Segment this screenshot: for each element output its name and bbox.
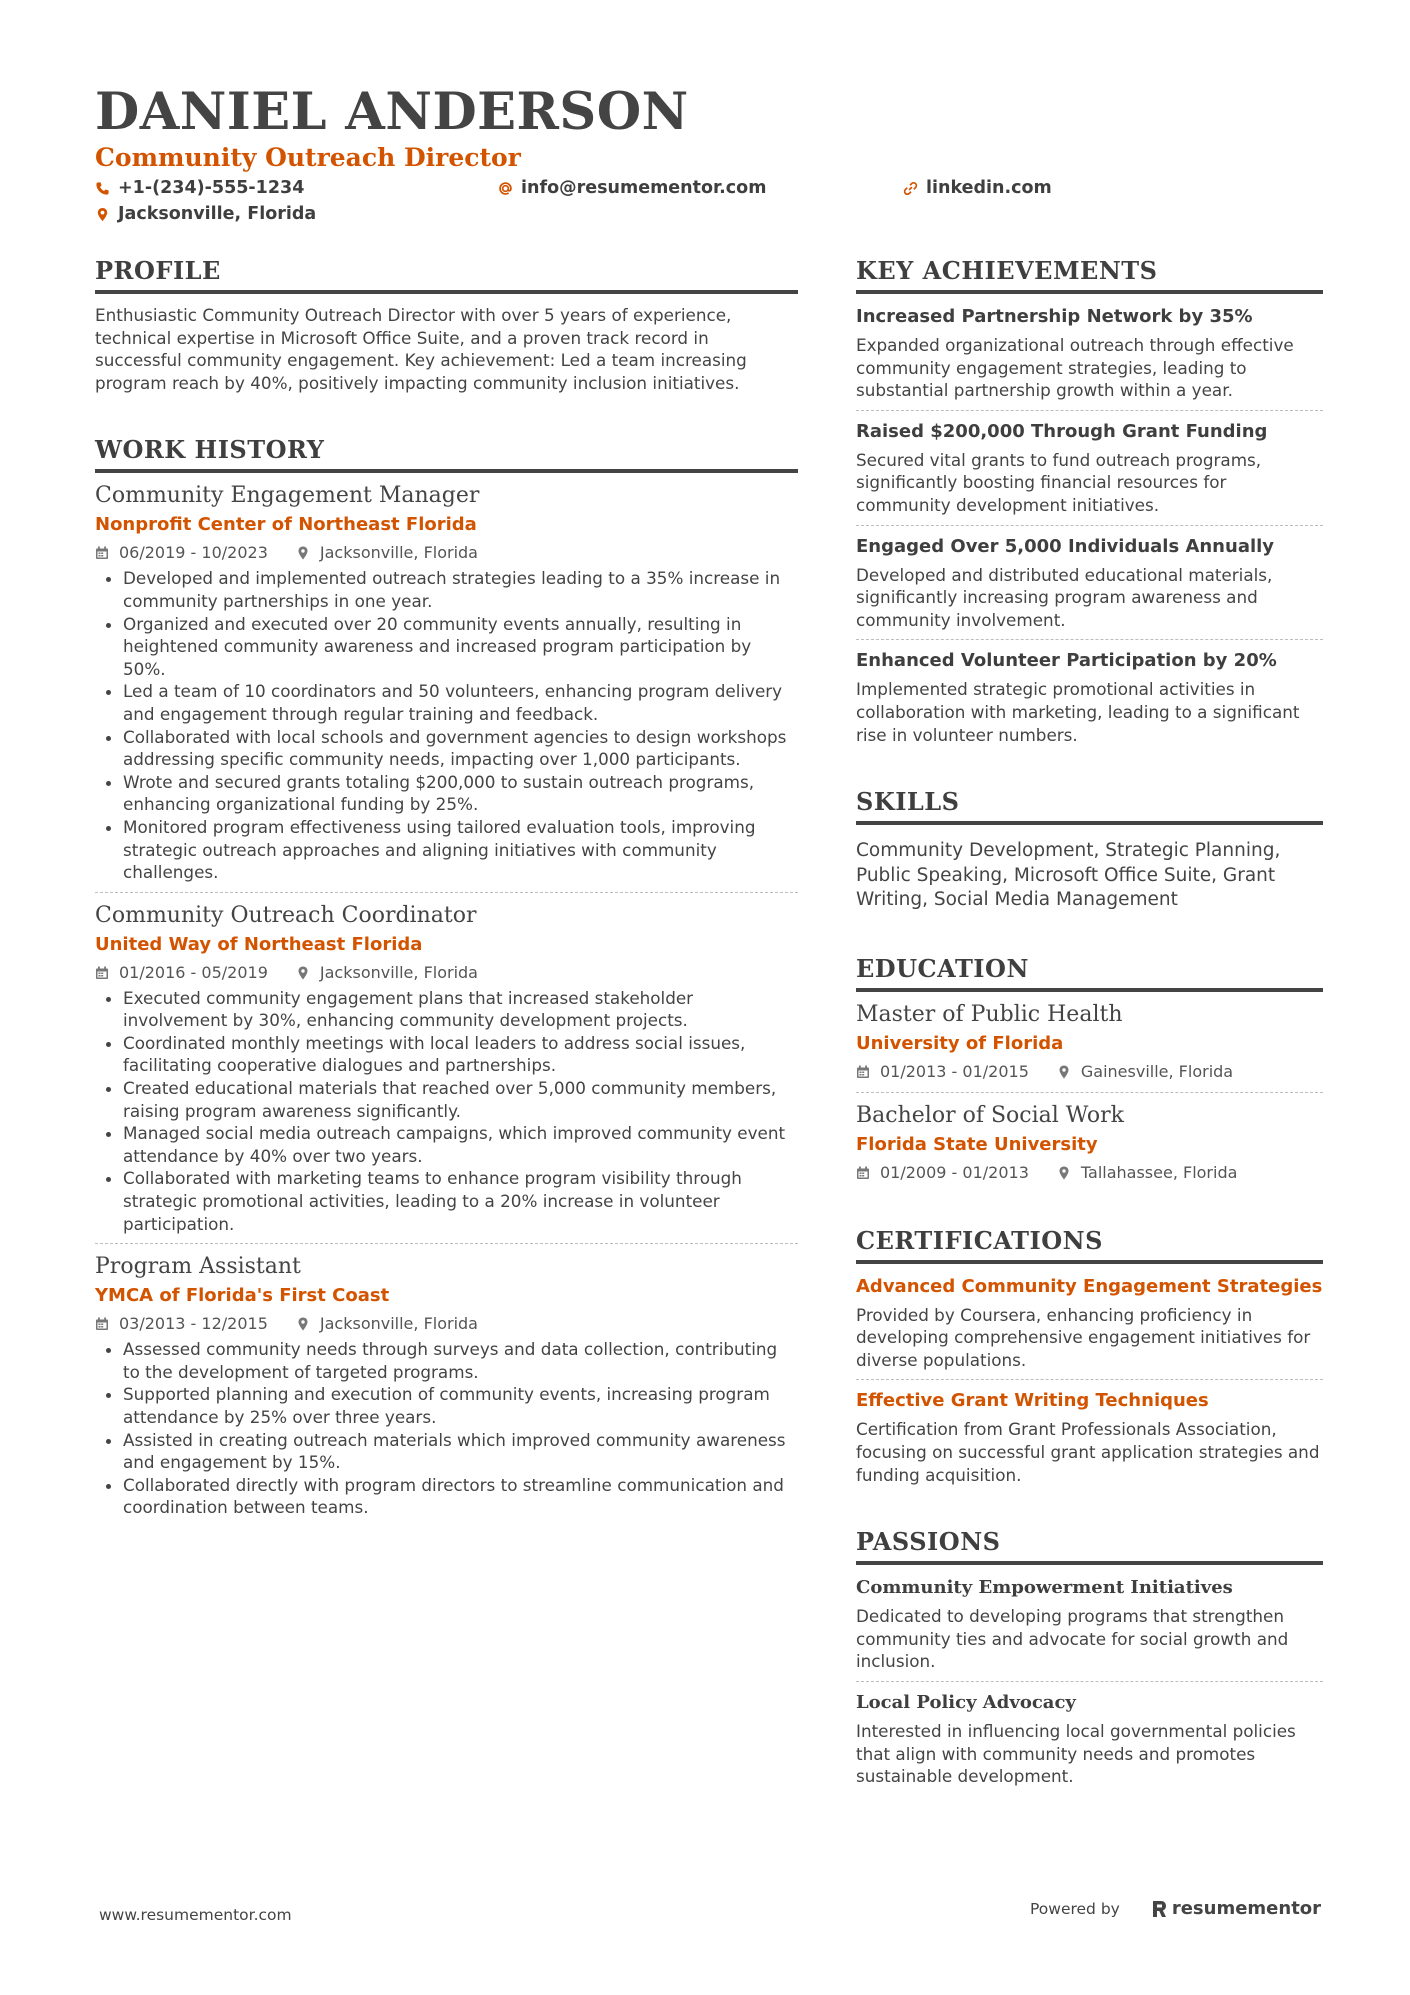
link-icon [903, 181, 918, 196]
contact-info [95, 178, 1325, 234]
contact-phone [95, 178, 304, 198]
job-bullet: • Assisted in creating outreach materials which improved community awareness and engagement by 15%. [123, 1429, 798, 1474]
job-location [296, 1312, 478, 1336]
pin-icon [296, 1317, 310, 1331]
profile-heading: PROFILE [95, 255, 798, 294]
certification-item [856, 1274, 1323, 1372]
job-location [296, 961, 478, 985]
job-company: United Way of Northeast Florida [95, 933, 423, 955]
job-bullet: • Organized and executed over 20 community events annually, resulting in heightened community awareness and increased program participation by 50%. [123, 613, 798, 681]
skills-section [856, 786, 1323, 913]
achievement-item [856, 534, 1323, 632]
education-degree: Master of Public Health [856, 1001, 1123, 1027]
passions-heading: PASSIONS [856, 1526, 1323, 1565]
education-dates: 01/2009 - 01/2013 [880, 1162, 1029, 1182]
passion-title: Community Empowerment Initiatives [856, 1577, 1233, 1599]
job-dates: 03/2013 - 12/2015 [119, 1314, 268, 1334]
left-column [95, 255, 798, 1559]
job-bullets [95, 987, 798, 1236]
education-section [856, 953, 1323, 1185]
pin-icon [296, 966, 310, 980]
job-entry [95, 481, 798, 883]
job-entry [95, 901, 798, 1236]
achievement-title: Raised $200,000 Through Grant Funding [856, 420, 1268, 442]
phone-icon [95, 181, 110, 196]
job-entry [95, 1252, 798, 1519]
divider [856, 639, 1323, 640]
at-icon [498, 181, 513, 196]
education-item [856, 1000, 1323, 1084]
certification-text: Certification from Grant Professionals Association, focusing on successful grant application strategies and funding acquisition. [856, 1419, 1320, 1485]
contact-location [95, 204, 316, 224]
calendar-icon [856, 1166, 870, 1180]
achievement-item [856, 419, 1323, 517]
education-item [856, 1101, 1323, 1185]
contact-website-text[interactable]: linkedin.com [926, 178, 1052, 198]
education-school: Florida State University [856, 1133, 1098, 1155]
contact-email[interactable] [498, 178, 766, 198]
job-bullet: • Coordinated monthly meetings with local leaders to address social issues, facilitating cooperative dialogues and partnerships. [123, 1032, 798, 1077]
passion-item [856, 1690, 1323, 1788]
certification-text: Provided by Coursera, enhancing proficiency in developing comprehensive engagement initiatives for diverse populations. [856, 1304, 1311, 1370]
pin-icon [1057, 1065, 1071, 1079]
achievement-title: Engaged Over 5,000 Individuals Annually [856, 535, 1275, 557]
work-history-heading: WORK HISTORY [95, 434, 798, 473]
achievement-item [856, 648, 1323, 746]
achievement-text: Secured vital grants to fund outreach programs, significantly boosting financial resources for community development initiatives. [856, 449, 1262, 515]
contact-website[interactable] [903, 178, 1052, 198]
contact-email-text[interactable]: info@resumementor.com [521, 178, 767, 198]
calendar-icon [95, 546, 109, 560]
education-meta [856, 1060, 1323, 1084]
job-bullets [95, 1338, 798, 1519]
divider [856, 410, 1323, 411]
certification-title: Effective Grant Writing Techniques [856, 1390, 1209, 1412]
skills-text: Community Development, Strategic Planning, Public Speaking, Microsoft Office Suite, Grant Writing, Social Media Management [856, 840, 1281, 911]
certification-item [856, 1388, 1323, 1486]
job-dates: 06/2019 - 10/2023 [119, 543, 268, 563]
job-meta [95, 1312, 798, 1336]
passion-title: Local Policy Advocacy [856, 1691, 1076, 1713]
footer-powered [1030, 1898, 1321, 1919]
job-bullet: • Monitored program effectiveness using tailored evaluation tools, improving strategic outreach approaches and aligning initiatives with community challenges. [123, 816, 798, 884]
education-location-text: Tallahassee, Florida [1080, 1162, 1238, 1182]
brand-name: resumementor [1171, 1898, 1322, 1919]
skills-heading: SKILLS [856, 786, 1323, 825]
passion-text: Interested in influencing local governmental policies that align with community needs and promotes sustainable development. [856, 1720, 1296, 1787]
brand-logo[interactable] [1150, 1898, 1321, 1919]
job-bullet: • Executed community engagement plans that increased stakeholder involvement by 30%, enhancing community development projects. [123, 987, 798, 1032]
job-bullet: • Collaborated directly with program directors to streamline communication and coordination between teams. [123, 1474, 798, 1519]
job-location-text: Jacksonville, Florida [319, 543, 478, 563]
divider [856, 1092, 1323, 1093]
job-bullet: • Developed and implemented outreach strategies leading to a 35% increase in community partnerships in one year. [123, 567, 798, 612]
job-bullet: • Wrote and secured grants totaling $200,000 to sustain outreach programs, enhancing organizational funding by 25%. [123, 771, 798, 816]
work-history-section [95, 434, 798, 1519]
job-title: Community Outreach Coordinator [95, 902, 477, 928]
job-bullet: • Collaborated with local schools and government agencies to design workshops addressing specific community needs, impacting over 1,000 participants. [123, 726, 798, 771]
passions-section [856, 1526, 1323, 1788]
right-column [856, 255, 1323, 1828]
job-title: Community Engagement Manager [95, 483, 480, 509]
job-location-text: Jacksonville, Florida [319, 962, 478, 982]
job-bullet: • Led a team of 10 coordinators and 50 volunteers, enhancing program delivery and engagement through regular training and feedback. [123, 680, 798, 725]
education-location-text: Gainesville, Florida [1080, 1061, 1234, 1081]
calendar-icon [856, 1065, 870, 1079]
certifications-section [856, 1225, 1323, 1487]
job-title: Program Assistant [95, 1254, 301, 1280]
key-achievements-section [856, 255, 1323, 746]
education-meta [856, 1161, 1323, 1185]
powered-by-label: Powered by [1030, 1899, 1120, 1918]
education-school: University of Florida [856, 1032, 1064, 1054]
divider [856, 1379, 1323, 1380]
job-bullet: • Collaborated with marketing teams to enhance program visibility through strategic promotional activities, leading to a 20% increase in volunteer participation. [123, 1167, 798, 1235]
job-location [296, 541, 478, 565]
candidate-name: DANIEL ANDERSON [95, 82, 689, 142]
passion-text: Dedicated to developing programs that strengthen community ties and advocate for social growth and inclusion. [856, 1606, 1289, 1672]
job-bullet: • Supported planning and execution of community events, increasing program attendance by 25% over three years. [123, 1383, 798, 1428]
achievement-item [856, 304, 1323, 402]
contact-phone-text: +1-(234)-555-1234 [118, 178, 305, 198]
profile-text: Enthusiastic Community Outreach Director with over 5 years of experience, technical expertise in Microsoft Office Suite, and a proven track record in successful community engagement. Key achievement: Led a team increasing program reach by 40%, positively impacting community inclusion initiatives. [95, 305, 747, 393]
achievement-text: Developed and distributed educational materials, significantly increasing program awareness and community involvement. [856, 564, 1273, 630]
achievement-text: Implemented strategic promotional activities in collaboration with marketing, leading to a significant rise in volunteer numbers. [856, 679, 1300, 745]
passion-item [856, 1575, 1323, 1673]
calendar-icon [95, 1317, 109, 1331]
resumementor-logo-icon [1150, 1899, 1168, 1919]
job-bullet: • Assessed community needs through surveys and data collection, contributing to the development of targeted programs. [123, 1338, 798, 1383]
job-company: YMCA of Florida's First Coast [95, 1285, 390, 1307]
job-meta [95, 961, 798, 985]
calendar-icon [95, 966, 109, 980]
job-bullet: • Created educational materials that reached over 5,000 community members, raising program awareness significantly. [123, 1077, 798, 1122]
key-achievements-heading: KEY ACHIEVEMENTS [856, 255, 1323, 294]
achievement-text: Expanded organizational outreach through effective community engagement strategies, leading to substantial partnership growth within a year. [856, 335, 1294, 401]
education-dates: 01/2013 - 01/2015 [880, 1061, 1029, 1081]
education-location [1057, 1161, 1238, 1185]
job-bullet: • Managed social media outreach campaigns, which improved community event attendance by 40% over two years. [123, 1122, 798, 1167]
pin-icon [1057, 1166, 1071, 1180]
resume-header [95, 82, 1325, 234]
contact-location-text: Jacksonville, Florida [118, 204, 317, 224]
location-icon [95, 207, 110, 222]
job-meta [95, 541, 798, 565]
certifications-heading: CERTIFICATIONS [856, 1225, 1323, 1264]
education-heading: EDUCATION [856, 953, 1323, 992]
certification-title: Advanced Community Engagement Strategies [856, 1275, 1323, 1297]
candidate-title: Community Outreach Director [95, 143, 521, 172]
footer-site[interactable]: www.resumementor.com [99, 1906, 292, 1924]
job-bullets [95, 567, 798, 883]
profile-section [95, 255, 798, 394]
divider [95, 892, 798, 893]
divider [856, 525, 1323, 526]
achievement-title: Increased Partnership Network by 35% [856, 306, 1253, 327]
pin-icon [296, 546, 310, 560]
divider [856, 1681, 1323, 1682]
job-location-text: Jacksonville, Florida [319, 1314, 478, 1334]
job-company: Nonprofit Center of Northeast Florida [95, 514, 477, 536]
achievement-title: Enhanced Volunteer Participation by 20% [856, 650, 1277, 672]
divider [95, 1243, 798, 1244]
education-degree: Bachelor of Social Work [856, 1102, 1124, 1128]
job-dates: 01/2016 - 05/2019 [119, 962, 268, 982]
education-location [1057, 1060, 1233, 1084]
